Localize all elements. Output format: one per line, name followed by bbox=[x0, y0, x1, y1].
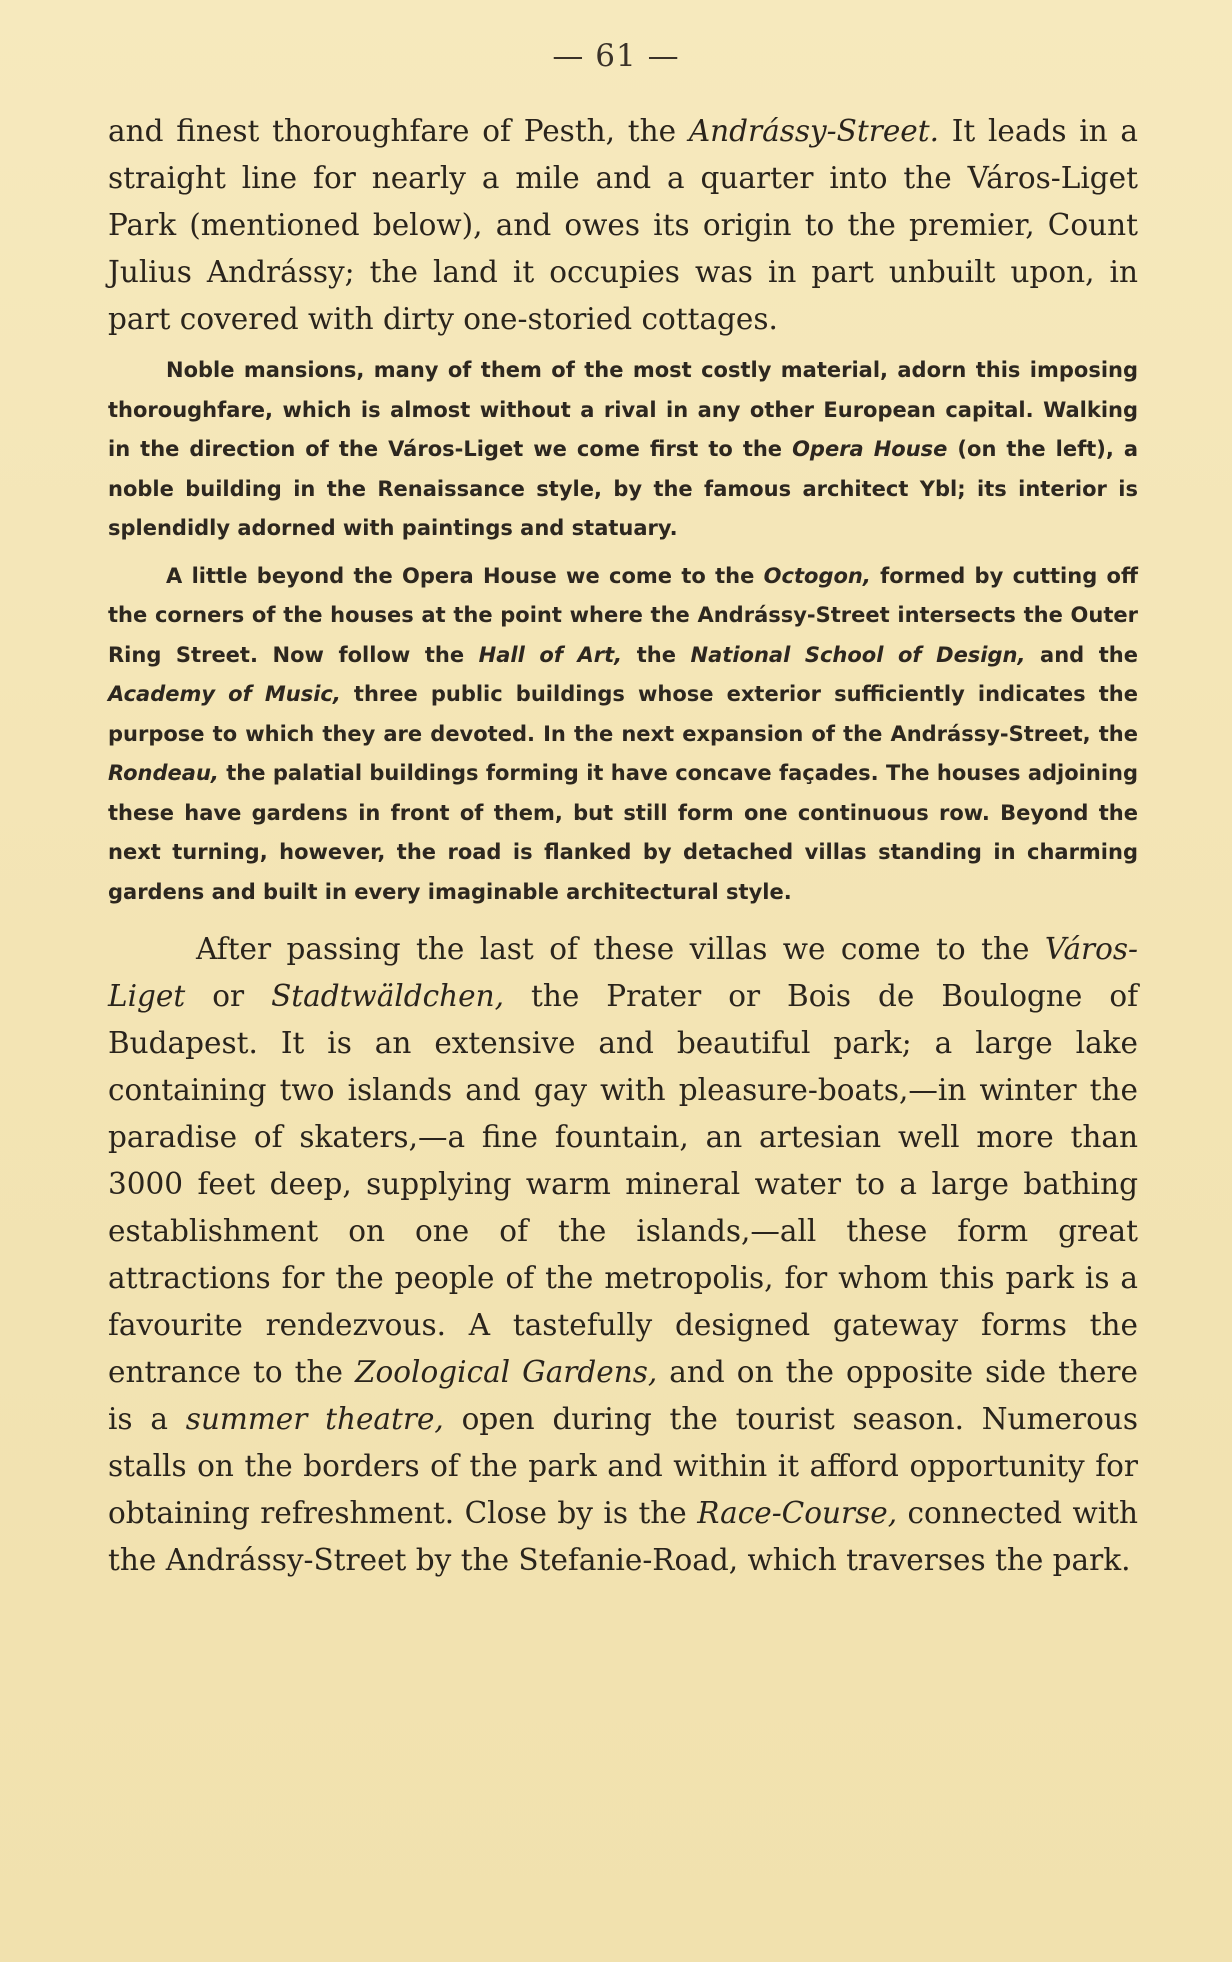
italic-term: Hall of Art, bbox=[478, 642, 623, 667]
italic-term: Andrássy-Street. bbox=[688, 114, 939, 148]
text-run: (on the left), a noble building in the Renaissance style, by the famous architect Ybl; its interior is splendidly adorned with paintings and statuary. bbox=[108, 437, 1138, 540]
italic-term: Zoological Gardens, bbox=[355, 1355, 658, 1389]
italic-term: Rondeau, bbox=[108, 761, 219, 785]
italic-term: Város-Liget bbox=[108, 932, 1138, 1013]
text-run: A little beyond the Opera House we come to the bbox=[166, 563, 764, 588]
text-run: open during the tourist season. Numerous stalls on the borders of the park and within it afford opportunity for obtaining refreshment. Close by is the bbox=[108, 1402, 1138, 1530]
text-run: and on the opposite side there is a bbox=[108, 1355, 1138, 1436]
text-run: connected with the Andrássy-Street by the Stefanie-Road, which traverses the park. bbox=[108, 1496, 1138, 1577]
italic-term: summer theatre, bbox=[185, 1402, 444, 1436]
text-run: three public buildings whose exterior sufficiently indicates the purpose to which they are devoted. In the next expansion of the Andrássy-Street, the bbox=[108, 682, 1138, 746]
italic-term: National School of Design, bbox=[690, 642, 1026, 667]
italic-term: Race-Course, bbox=[697, 1496, 898, 1530]
page-body bbox=[108, 108, 1138, 1584]
paragraph-andrassy-street bbox=[108, 108, 1138, 343]
text-run: formed by cutting off the corners of the houses at the point where the Andrássy-Street intersects the Outer Ring Street. Now follow the bbox=[108, 563, 1139, 667]
paragraph-varos-liget bbox=[108, 926, 1138, 1584]
paragraph-octogon bbox=[108, 557, 1138, 913]
text-run: the Prater or Bois de Boulogne of Budapest. It is an extensive and beautiful park; a large lake containing two islands and gay with pleasure-boats,—in winter the paradise of skaters,—a fine fountain, an artesian well more than 3000 feet deep, supplying warm mineral water to a large bathing establishment on one of the islands,—all these form great attractions for the people of the metropolis, for whom this park is a favourite rendezvous. A tastefully designed gateway forms the entrance to the bbox=[108, 979, 1139, 1389]
italic-term: Academy of Music, bbox=[108, 682, 341, 706]
paragraph-noble-mansions bbox=[108, 351, 1138, 549]
italic-term: Octogon, bbox=[763, 563, 871, 588]
italic-term: Stadtwäldchen, bbox=[271, 979, 504, 1013]
text-run: Noble mansions, many of them of the most costly material, adorn this imposing thoroughfare, which is almost without a rival in any other European capital. Walking in the direction of the Város-Liget we come first to the bbox=[108, 358, 1138, 461]
text-run: After passing the last of these villas we come to the bbox=[196, 932, 1045, 966]
text-run: or bbox=[185, 979, 272, 1013]
text-run: the bbox=[622, 642, 691, 667]
page-number: — 61 — bbox=[552, 38, 680, 74]
text-run: the palatial buildings forming it have concave façades. The houses adjoining these have gardens in front of them, but still form one continuous row. Beyond the next turning, however, the road is flanked by detached villas standing in charming gardens and built in every imaginable architectural style. bbox=[108, 761, 1138, 904]
text-run: and finest thoroughfare of Pesth, the bbox=[108, 114, 689, 148]
text-run: It leads in a straight line for nearly a mile and a quarter into the Város-Liget Park (mentioned below), and owes its origin to the premier, Count Julius Andrássy; the land it occupies was in part unbuilt upon, in part covered with dirty one-storied cottages. bbox=[108, 114, 1138, 336]
italic-term: Opera House bbox=[792, 437, 948, 461]
text-run: and the bbox=[1025, 642, 1139, 667]
